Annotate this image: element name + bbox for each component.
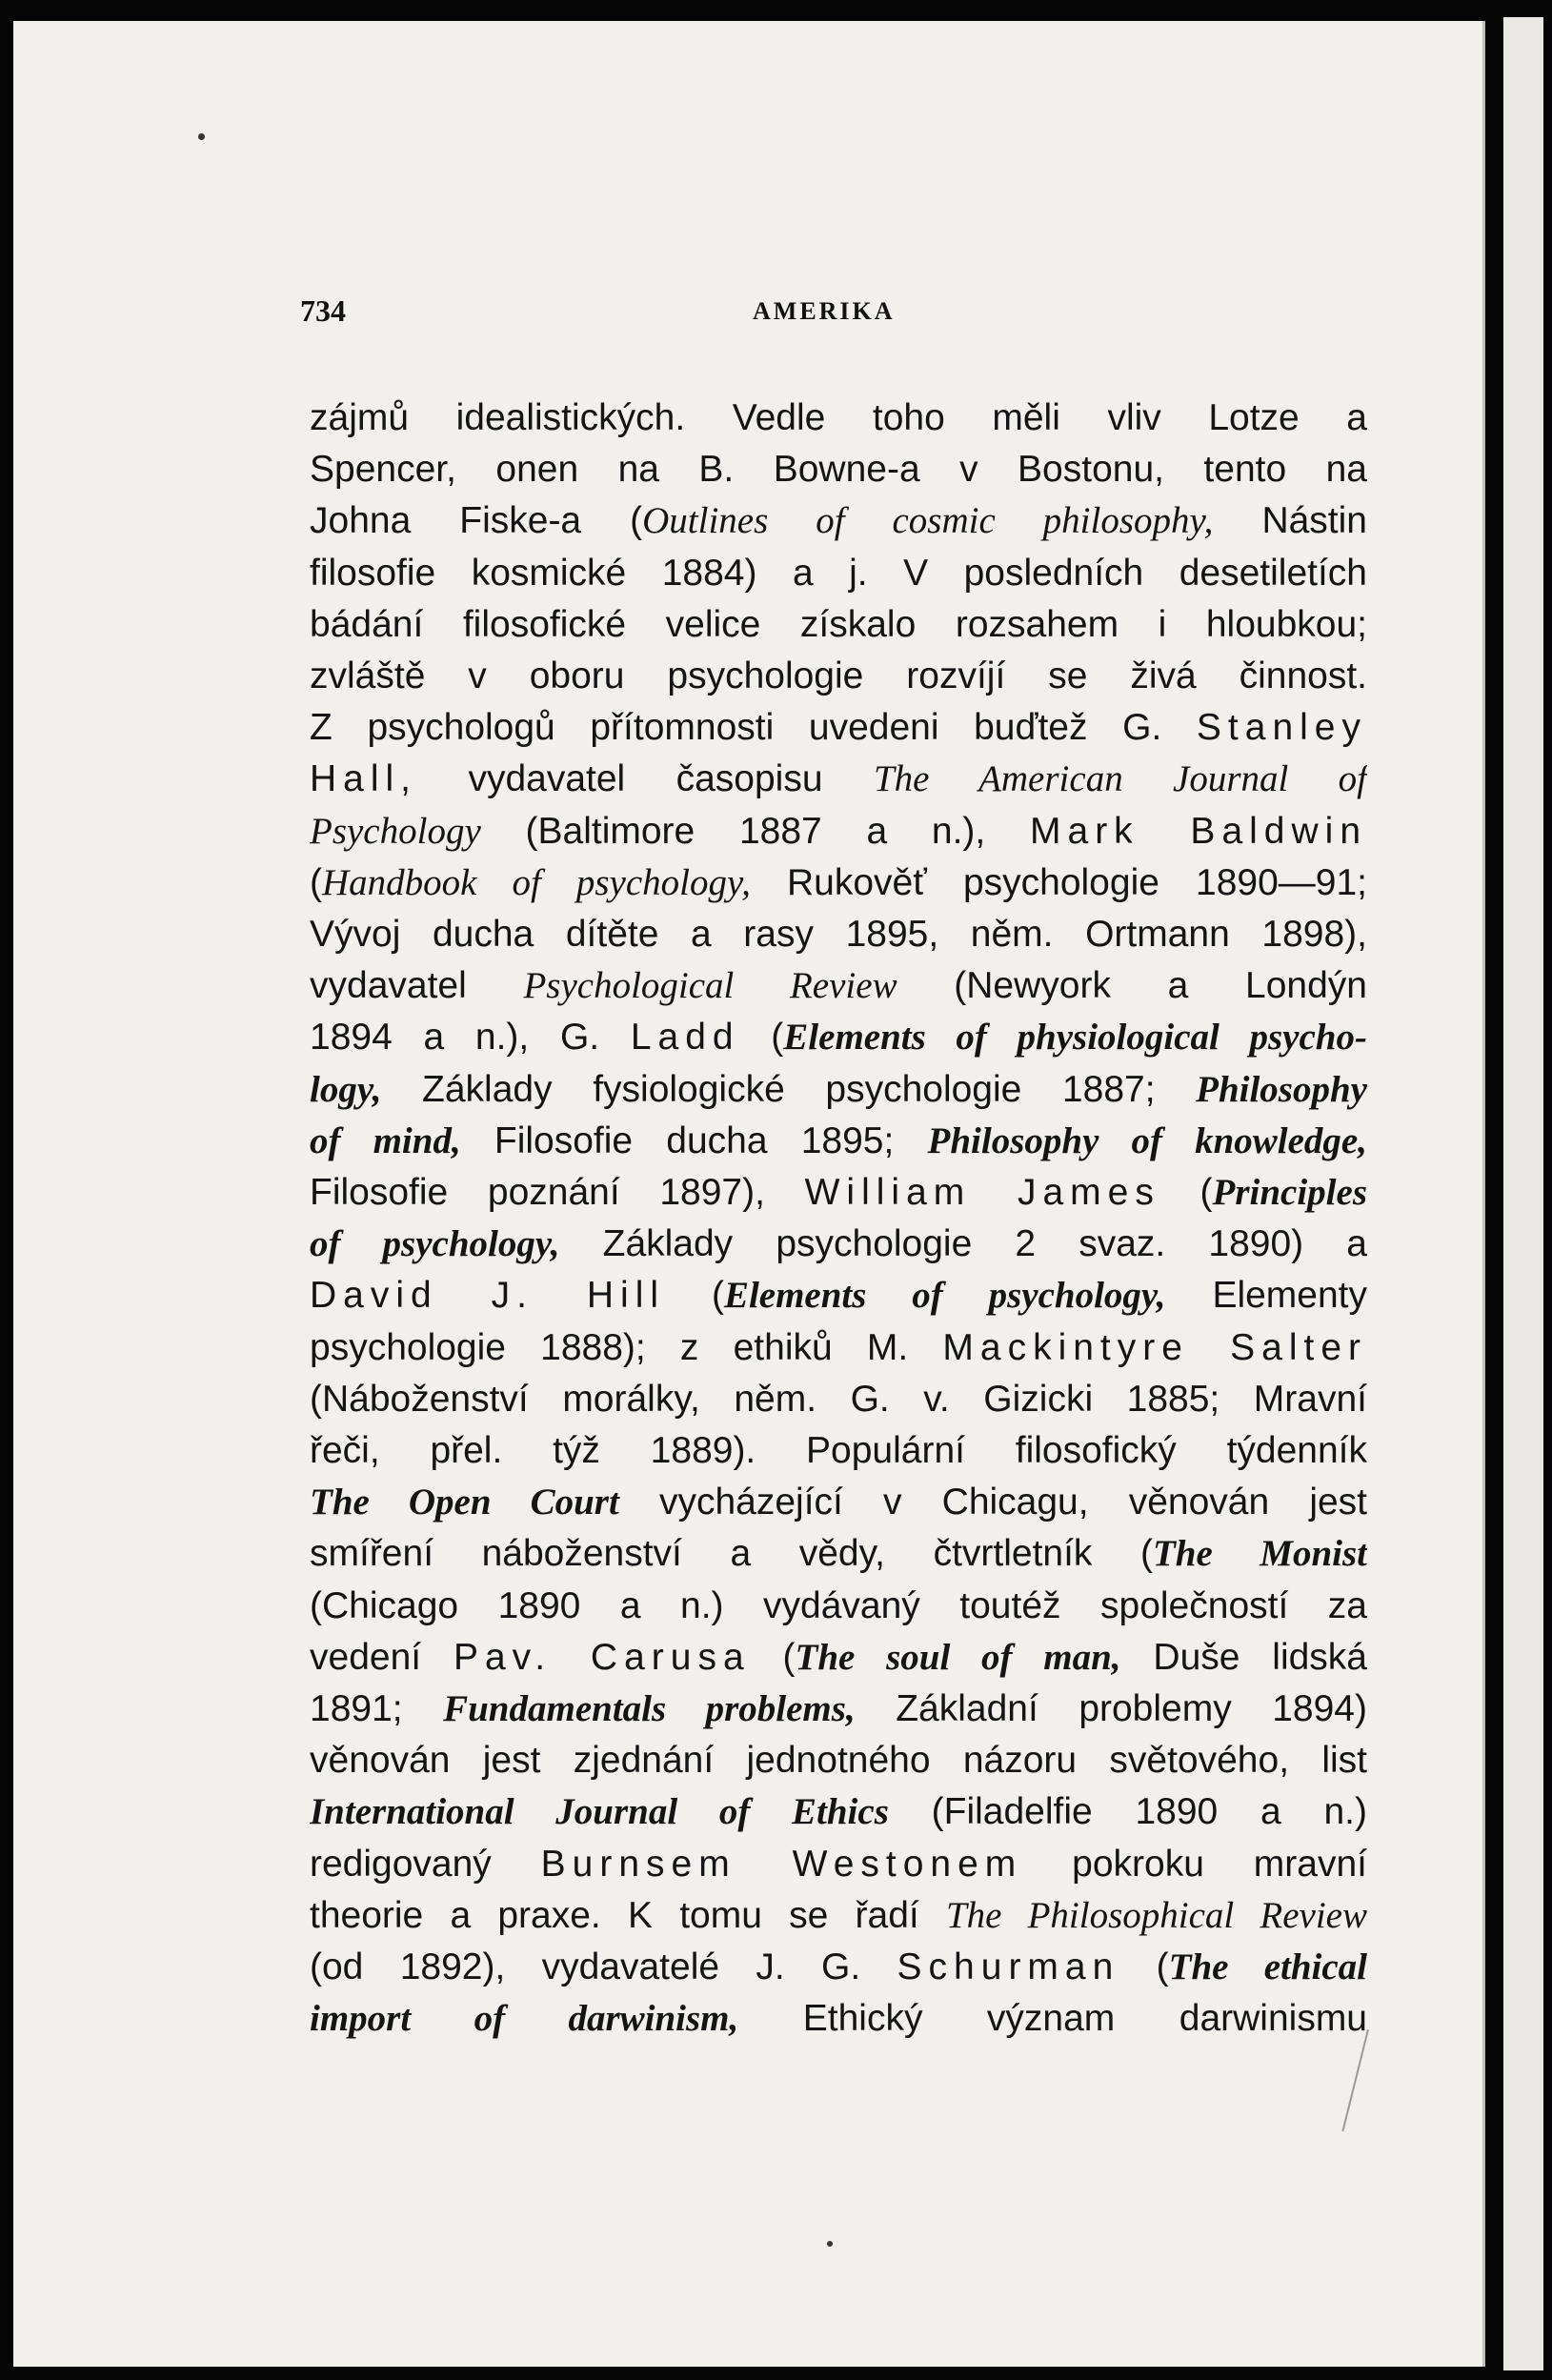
text-line: věnován jest zjednání jednotného názoru světového, list [310, 1740, 1367, 1782]
text-line: 1891; Fundamentals problems, Základní problemy 1894) [310, 1688, 1367, 1730]
text-line: (Handbook of psychology, Rukověť psychologie 1890—91; [310, 861, 1367, 903]
text-line: bádání filosofické velice získalo rozsahem i hloubkou; [310, 603, 1367, 645]
text-line: vydavatel Psychological Review (Newyork a Londýn [310, 965, 1367, 1007]
text-line: psychologie 1888); z ethiků M. Mackintyre Salter [310, 1326, 1367, 1368]
text-line: Vývoj ducha dítěte a rasy 1895, něm. Ortmann 1898), [310, 914, 1367, 956]
text-line: vedení Pav. Carusa (The soul of man, Duše lidská [310, 1636, 1367, 1678]
text-line: redigovaný Burnsem Westonem pokroku mravní [310, 1843, 1367, 1885]
dust-speck [198, 133, 205, 140]
text-line: (Náboženství morálky, něm. G. v. Gizicki 1885; Mravní [310, 1378, 1367, 1420]
text-line: David J. Hill (Elements of psychology, Elementy [310, 1275, 1367, 1317]
body-text [310, 393, 1367, 2046]
running-title: AMERIKA [753, 297, 896, 325]
text-line: (Chicago 1890 a n.) vydávaný toutéž společností za [310, 1584, 1367, 1626]
text-line: (od 1892), vydavatelé J. G. Schurman (The ethical [310, 1946, 1367, 1988]
page-header [300, 293, 1367, 341]
text-line: Spencer, onen na B. Bowne-a v Bostonu, tento na [310, 449, 1367, 491]
text-line: International Journal of Ethics (Filadelfie 1890 a n.) [310, 1791, 1367, 1833]
text-line: import of darwinism, Ethický význam darwinismu [310, 1998, 1367, 2040]
dust-speck [827, 2241, 833, 2247]
text-line: filosofie kosmické 1884) a j. V posledních desetiletích [310, 552, 1367, 594]
text-line: of mind, Filosofie ducha 1895; Philosophy of knowledge, [310, 1119, 1367, 1161]
text-line: zájmů idealistických. Vedle toho měli vliv Lotze a [310, 397, 1367, 438]
text-line: zvláště v oboru psychologie rozvíjí se živá činnost. [310, 656, 1367, 697]
text-line: řeči, přel. týž 1889). Populární filosofický týdenník [310, 1430, 1367, 1472]
text-line: The Open Court vycházející v Chicagu, věnován jest [310, 1482, 1367, 1523]
text-line: Johna Fiske-a (Outlines of cosmic philosophy, Nástin [310, 500, 1367, 542]
text-line: Psychology (Baltimore 1887 a n.), Mark Baldwin [310, 810, 1367, 852]
text-line: smíření náboženství a vědy, čtvrtletník (The Monist [310, 1533, 1367, 1575]
text-line: of psychology, Základy psychologie 2 svaz. 1890) a [310, 1223, 1367, 1265]
text-line: theorie a praxe. K tomu se řadí The Philosophical Review [310, 1894, 1367, 1936]
text-line: 1894 a n.), G. Ladd (Elements of physiological psycho- [310, 1017, 1367, 1059]
text-line: Filosofie poznání 1897), William James (Principles [310, 1172, 1367, 1214]
text-line: Z psychologů přítomnosti uvedeni buďtež G. Stanley [310, 707, 1367, 749]
page-number: 734 [300, 293, 346, 328]
text-line: Hall, vydavatel časopisu The American Journal of [310, 758, 1367, 800]
text-line: logy, Základy fysiologické psychologie 1887; Philosophy [310, 1068, 1367, 1110]
adjacent-page-edge [1503, 17, 1543, 2370]
